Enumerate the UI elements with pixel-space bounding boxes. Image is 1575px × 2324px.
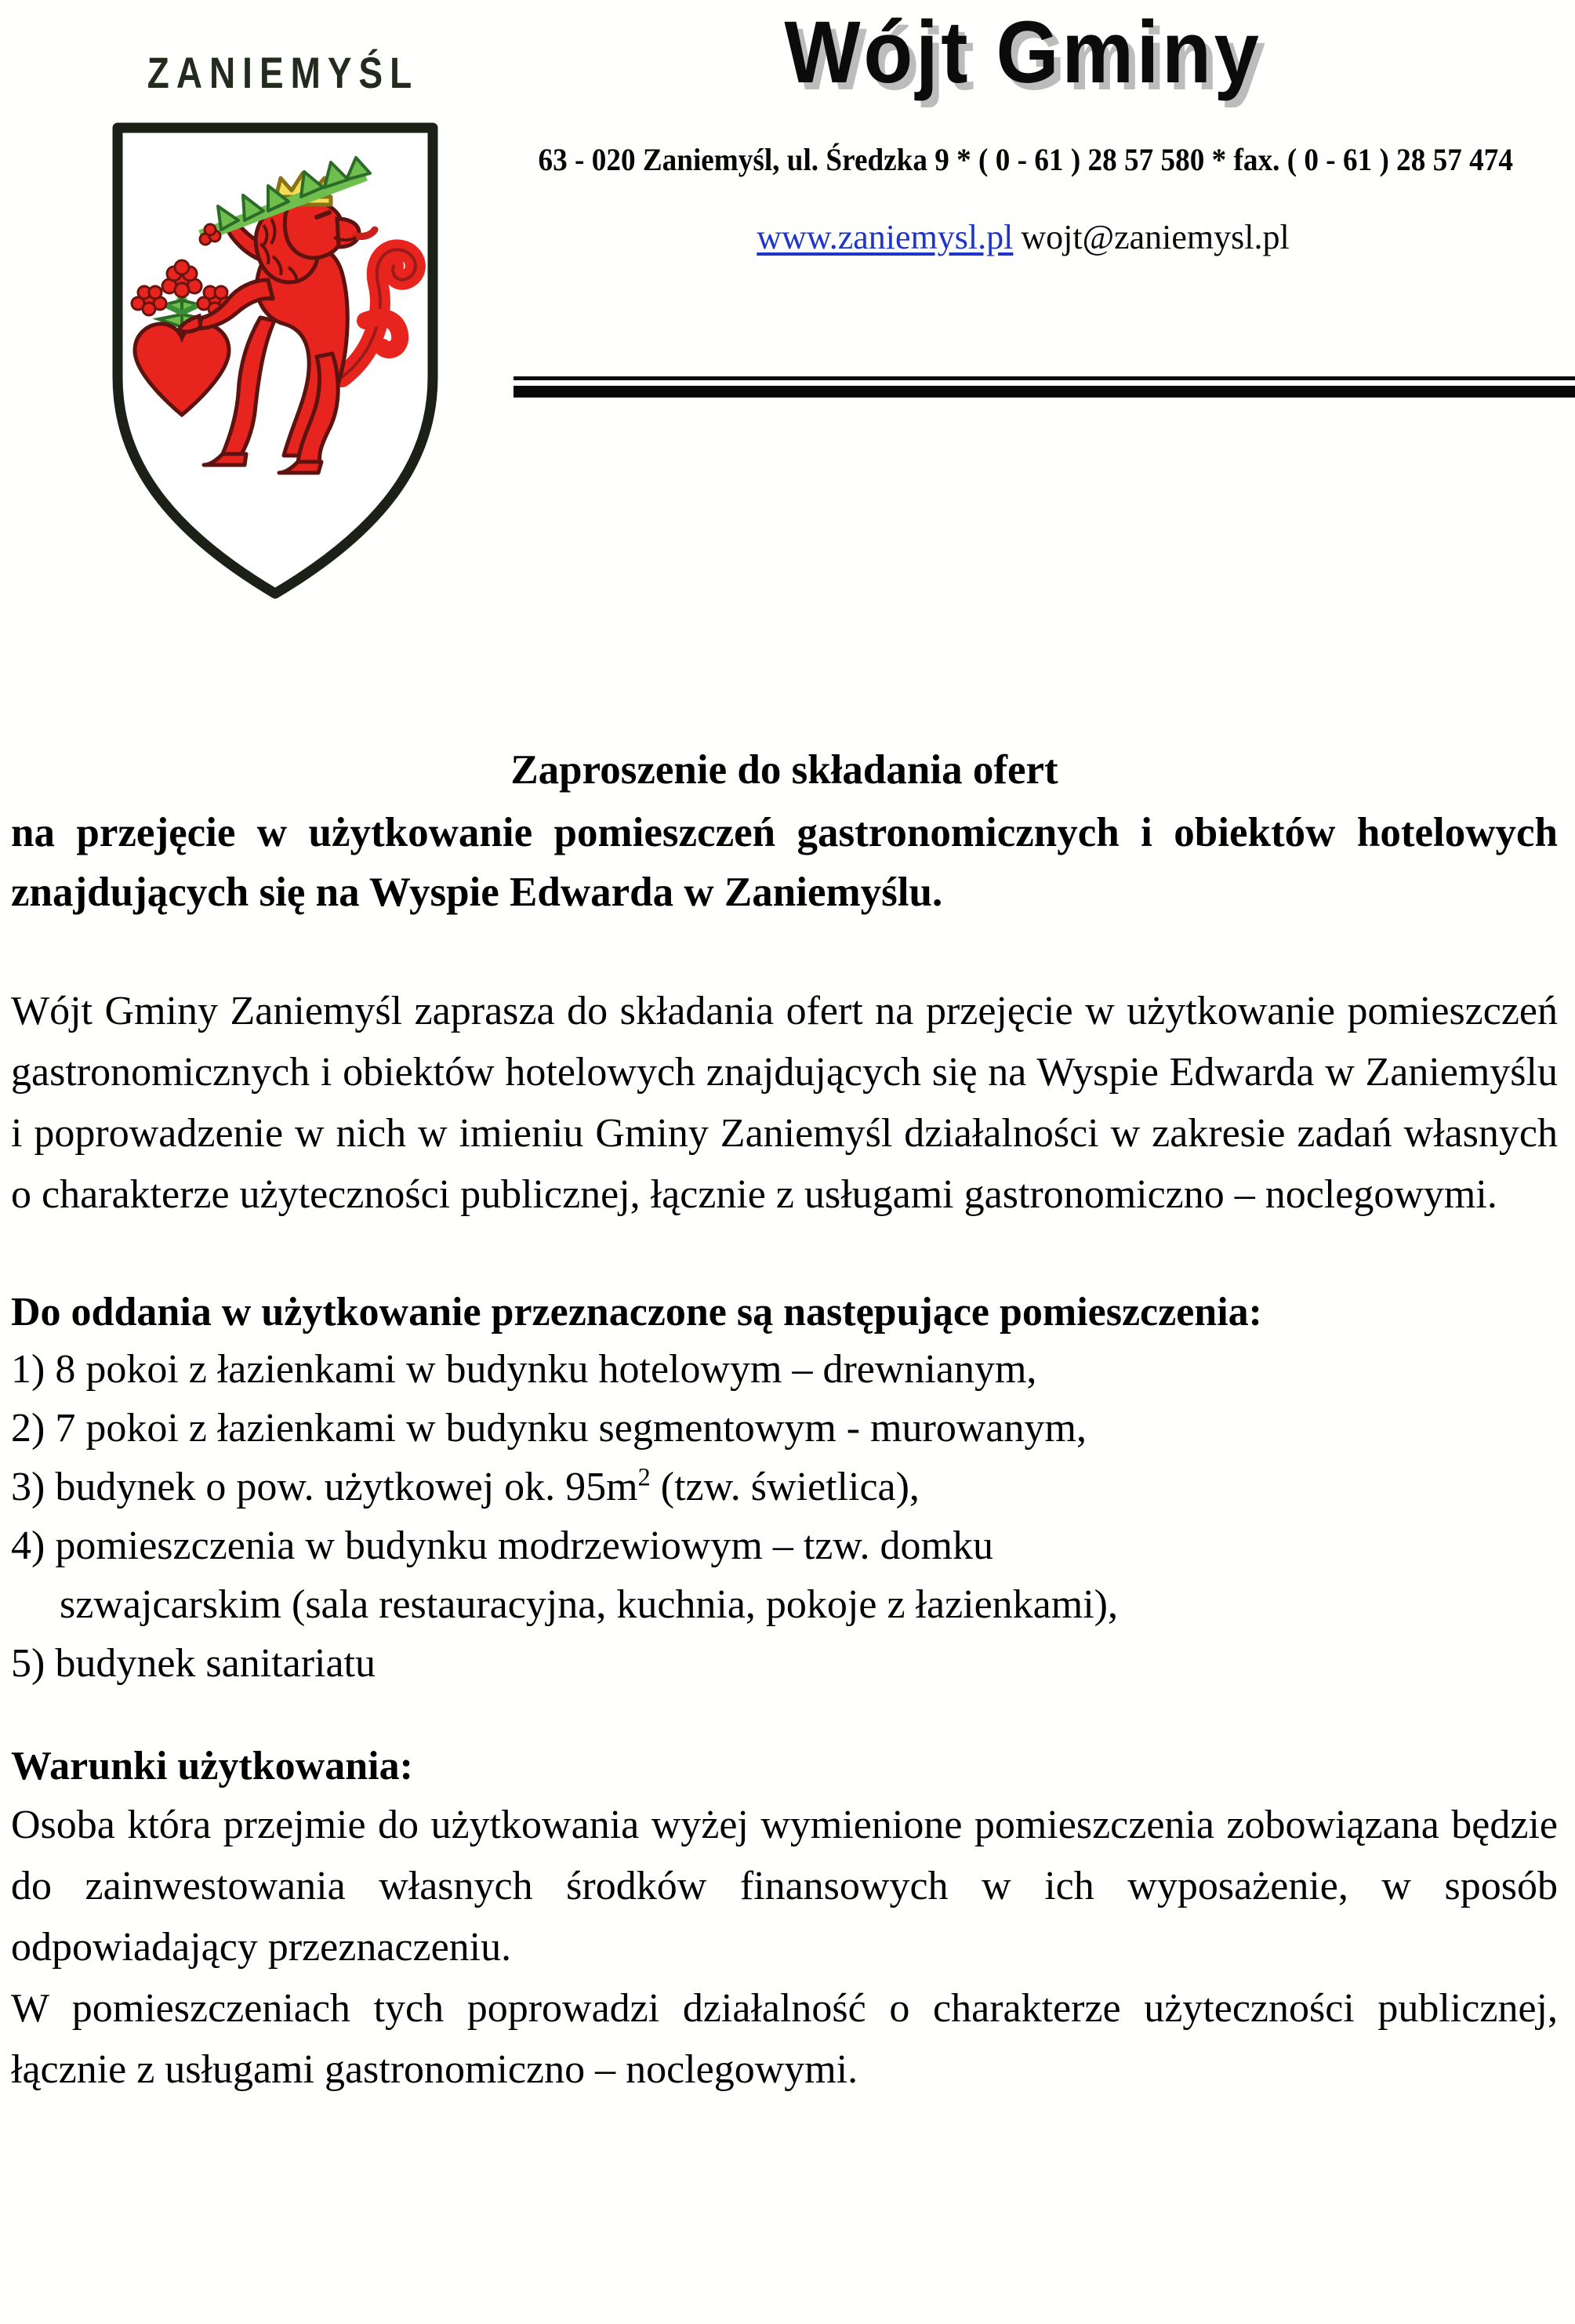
document-title: Zaproszenie do składania ofert — [510, 747, 1058, 793]
emblem-block — [75, 47, 483, 605]
terms-paragraph-2: W pomieszczeniach tych poprowadzi działalność o charakterze użyteczności publicznej, łącznie z usługami gastronomiczno – noclegowymi. — [11, 1986, 1558, 2093]
office-contact-line — [502, 217, 1544, 257]
divider-thick-line — [514, 386, 1575, 398]
spacer — [11, 1694, 1558, 1738]
divider-gap — [514, 380, 1575, 386]
premises-list — [11, 1341, 1558, 1693]
list-item: 5) budynek sanitariatu — [11, 1640, 376, 1686]
terms-paragraph-1: Osoba która przejmie do użytkowania wyżej wymienione pomieszczenia zobowiązana będzie do zainwestowania własnych środków finansowych w ich wyposażenie, w sposób odpowiadający przeznaczeniu. — [11, 1803, 1558, 1970]
intro-paragraph: Wójt Gminy Zaniemyśl zaprasza do składania ofert na przejęcie w użytkowanie pomieszczeń gastronomicznych i obiektów hotelowych znajdujących się na Wyspie Edwarda w Zaniemyślu i poprowadzenie w nich w imieniu Gminy Zaniemyśl działalności w zakresie zadań własnych o charakterze użyteczności publicznej, łącznie z usługami gastronomiczno – noclegowymi. — [11, 988, 1558, 1217]
list-item: 2) 7 pokoi z łazienkami w budynku segmentowym - murowanym, — [11, 1406, 1087, 1451]
list-item — [11, 1458, 1558, 1517]
superscript-square-meters: 2 — [637, 1462, 651, 1491]
document-body — [0, 706, 1575, 2101]
premises-section-title: Do oddania w użytkowanie przeznaczone są następujące pomieszczenia: — [11, 1289, 1262, 1334]
terms-section-title: Warunki użytkowania: — [11, 1743, 413, 1788]
spacer — [11, 1226, 1558, 1284]
spacer — [11, 923, 1558, 981]
municipality-name: ZANIEMYŚL — [147, 48, 419, 97]
masthead — [502, 0, 1544, 257]
list-item-text-after: (tzw. świetlica), — [650, 1465, 920, 1510]
list-item-continuation: szwajcarskim (sala restauracyjna, kuchnia, pokoje z łazienkami), — [60, 1581, 1118, 1627]
header-divider — [514, 376, 1575, 398]
letterhead — [0, 0, 1575, 706]
list-item-text-before: 3) budynek o pow. użytkowej ok. 95m — [11, 1465, 638, 1510]
office-address-line: 63 - 020 Zaniemyśl, ul. Średzka 9 * ( 0 - 61 ) 28 57 580 * fax. ( 0 - 61 ) 28 57 474 — [538, 141, 1513, 177]
list-item: 1) 8 pokoi z łazienkami w budynku hotelowym – drewnianym, — [11, 1347, 1037, 1393]
list-item: 4) pomieszczenia w budynku modrzewiowym – tzw. domku — [11, 1523, 994, 1569]
coat-of-arms-zaniemysl — [107, 118, 444, 605]
document-subtitle: na przejęcie w użytkowanie pomieszczeń gastronomicznych i obiektów hotelowych znajdujących się na Wyspie Edwarda w Zaniemyślu. — [11, 809, 1558, 916]
office-title: Wójt Gminy — [784, 3, 1262, 101]
website-link[interactable]: www.zaniemysl.pl — [757, 217, 1014, 256]
email-address: wojt@zaniemysl.pl — [1021, 217, 1290, 256]
